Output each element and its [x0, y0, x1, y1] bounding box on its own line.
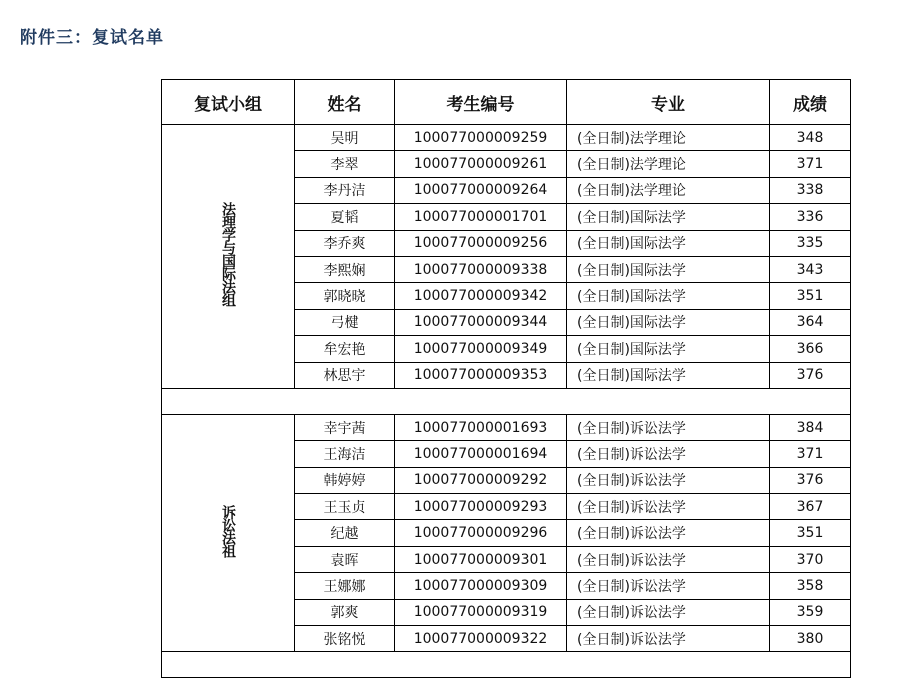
- student-name: 李丹洁: [295, 177, 395, 203]
- candidate-id: 100077000009301: [395, 546, 567, 572]
- major: (全日制)法学理论: [567, 125, 770, 151]
- separator-cell: [162, 652, 851, 678]
- candidate-id: 100077000009344: [395, 309, 567, 335]
- score: 371: [770, 151, 851, 177]
- score: 351: [770, 520, 851, 546]
- score: 351: [770, 283, 851, 309]
- table-row: [162, 414, 851, 440]
- candidate-id: 100077000001701: [395, 204, 567, 230]
- major: (全日制)法学理论: [567, 177, 770, 203]
- score: 348: [770, 125, 851, 151]
- major: (全日制)诉讼法学: [567, 441, 770, 467]
- student-name: 王玉贞: [295, 494, 395, 520]
- candidate-id: 100077000009338: [395, 256, 567, 282]
- major: (全日制)诉讼法学: [567, 546, 770, 572]
- group-separator-row: [162, 388, 851, 414]
- major: (全日制)诉讼法学: [567, 626, 770, 652]
- major: (全日制)国际法学: [567, 362, 770, 388]
- major: (全日制)诉讼法学: [567, 599, 770, 625]
- major: (全日制)国际法学: [567, 283, 770, 309]
- group-name: 诉讼法祖: [220, 505, 236, 558]
- student-name: 林思宇: [295, 362, 395, 388]
- score: 384: [770, 414, 851, 440]
- student-name: 纪越: [295, 520, 395, 546]
- score: 380: [770, 626, 851, 652]
- score: 358: [770, 573, 851, 599]
- score: 335: [770, 230, 851, 256]
- score: 376: [770, 362, 851, 388]
- student-name: 韩婷婷: [295, 467, 395, 493]
- candidate-id: 100077000009261: [395, 151, 567, 177]
- student-name: 李熙娴: [295, 256, 395, 282]
- table-row: [162, 125, 851, 151]
- candidate-id: 100077000001694: [395, 441, 567, 467]
- group-separator-row: [162, 652, 851, 678]
- column-header-name: 姓名: [295, 80, 395, 125]
- separator-cell: [162, 388, 851, 414]
- student-name: 李翠: [295, 151, 395, 177]
- major: (全日制)国际法学: [567, 309, 770, 335]
- student-name: 牟宏艳: [295, 336, 395, 362]
- candidate-id: 100077000009256: [395, 230, 567, 256]
- candidate-id: 100077000009309: [395, 573, 567, 599]
- score: 359: [770, 599, 851, 625]
- candidate-id: 100077000009259: [395, 125, 567, 151]
- major: (全日制)国际法学: [567, 256, 770, 282]
- retest-list-table: [161, 79, 851, 678]
- candidate-id: 100077000009349: [395, 336, 567, 362]
- candidate-id: 100077000009293: [395, 494, 567, 520]
- student-name: 吴明: [295, 125, 395, 151]
- score: 371: [770, 441, 851, 467]
- score: 376: [770, 467, 851, 493]
- score: 366: [770, 336, 851, 362]
- candidate-id: 100077000009264: [395, 177, 567, 203]
- group-name-cell: [162, 414, 295, 652]
- student-name: 郭晓晓: [295, 283, 395, 309]
- group-name: 法理学与国际法组: [220, 202, 236, 307]
- student-name: 袁晖: [295, 546, 395, 572]
- column-header-score: 成绩: [770, 80, 851, 125]
- student-name: 郭爽: [295, 599, 395, 625]
- score: 367: [770, 494, 851, 520]
- candidate-id: 100077000009319: [395, 599, 567, 625]
- major: (全日制)诉讼法学: [567, 573, 770, 599]
- major: (全日制)诉讼法学: [567, 520, 770, 546]
- column-header-major: 专业: [567, 80, 770, 125]
- major: (全日制)国际法学: [567, 204, 770, 230]
- candidate-id: 100077000009322: [395, 626, 567, 652]
- column-header-candidate-id: 考生编号: [395, 80, 567, 125]
- student-name: 王海洁: [295, 441, 395, 467]
- major: (全日制)诉讼法学: [567, 467, 770, 493]
- student-name: 夏韬: [295, 204, 395, 230]
- major: (全日制)国际法学: [567, 230, 770, 256]
- major: (全日制)诉讼法学: [567, 494, 770, 520]
- score: 338: [770, 177, 851, 203]
- score: 343: [770, 256, 851, 282]
- student-name: 王娜娜: [295, 573, 395, 599]
- group-name-cell: [162, 125, 295, 389]
- student-name: 弓楗: [295, 309, 395, 335]
- student-name: 张铭悦: [295, 626, 395, 652]
- major: (全日制)法学理论: [567, 151, 770, 177]
- student-name: 李乔爽: [295, 230, 395, 256]
- major: (全日制)国际法学: [567, 336, 770, 362]
- score: 364: [770, 309, 851, 335]
- major: (全日制)诉讼法学: [567, 414, 770, 440]
- student-name: 幸宇茜: [295, 414, 395, 440]
- candidate-id: 100077000009353: [395, 362, 567, 388]
- table-header-row: [162, 80, 851, 125]
- candidate-id: 100077000001693: [395, 414, 567, 440]
- candidate-id: 100077000009342: [395, 283, 567, 309]
- score: 370: [770, 546, 851, 572]
- candidate-id: 100077000009292: [395, 467, 567, 493]
- page-title: 附件三：复试名单: [20, 28, 164, 48]
- score: 336: [770, 204, 851, 230]
- table-body: [162, 125, 851, 678]
- candidate-id: 100077000009296: [395, 520, 567, 546]
- column-header-group: 复试小组: [162, 80, 295, 125]
